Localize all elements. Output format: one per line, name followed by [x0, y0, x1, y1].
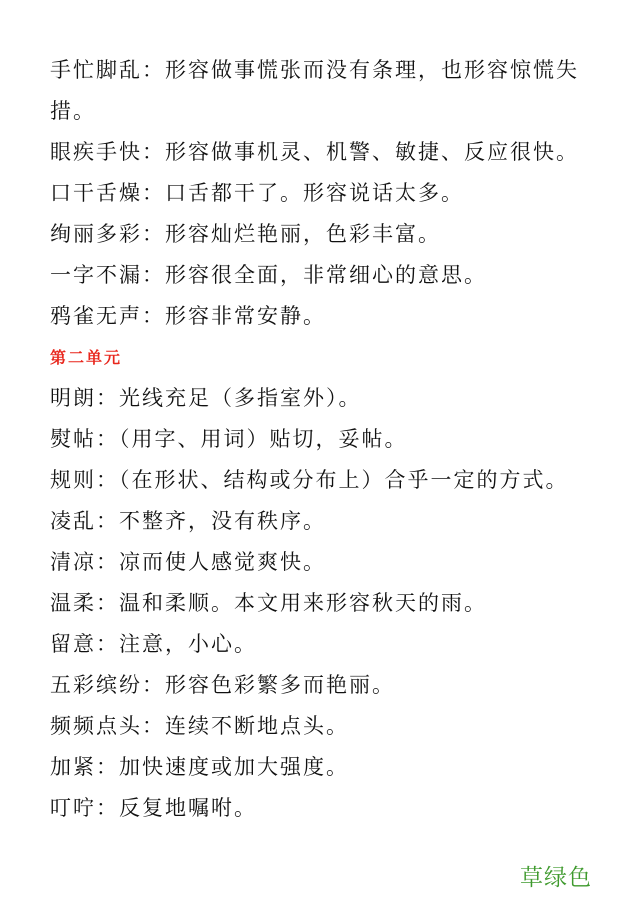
vocab-definition: 凉而使人感觉爽快。	[119, 550, 326, 574]
vocab-term: 叮咛 ：	[50, 796, 119, 820]
vocab-term: 口干舌燥 ：	[50, 181, 165, 205]
vocab-entry	[50, 132, 610, 173]
vocab-definition: 形容色彩繁多而艳丽。	[165, 673, 395, 697]
vocab-term: 清凉 ：	[50, 550, 119, 574]
vocab-term: 加紧 ：	[50, 755, 119, 779]
vocab-entry	[50, 419, 610, 460]
vocab-entry	[50, 378, 610, 419]
vocab-entry	[50, 747, 610, 788]
vocab-entry	[50, 788, 610, 829]
vocab-term: 五彩缤纷 ：	[50, 673, 165, 697]
vocab-definition: 连续不断地点头。	[165, 714, 349, 738]
vocab-term: 温柔 ：	[50, 591, 119, 615]
vocab-term: 鸦雀无声 ：	[50, 304, 165, 328]
vocab-definition: 不整齐，没有秩序。	[119, 509, 326, 533]
vocab-entry	[50, 706, 610, 747]
vocab-entry	[50, 214, 610, 255]
vocab-term: 一字不漏 ：	[50, 263, 165, 287]
vocab-entry	[50, 501, 610, 542]
vocab-entry	[50, 173, 610, 214]
vocab-definition: 形容做事机灵、机警、敏捷、反应很快。	[165, 140, 579, 164]
vocab-definition: 加快速度或加大强度。	[119, 755, 349, 779]
vocab-definition: 温和柔顺。本文用来形容秋天的雨。	[119, 591, 487, 615]
vocab-term: 手忙脚乱 ：	[50, 58, 165, 82]
vocab-entry	[50, 624, 610, 665]
vocab-definition: （在形状、结构或分布上）合乎一定的方式。	[119, 468, 569, 492]
vocab-definition: 形容灿烂艳丽，色彩丰富。	[165, 222, 441, 246]
vocabulary-list	[50, 50, 610, 829]
vocab-definition: 形容做事慌张而没有条理，也形容惊慌失措。	[50, 58, 579, 123]
section-heading: 第二单元	[50, 348, 123, 367]
vocab-definition: 形容很全面，非常细心的意思。	[165, 263, 487, 287]
vocab-term: 明朗 ：	[50, 386, 119, 410]
watermark-text: 草绿色	[520, 865, 592, 891]
vocab-definition: 光线充足（多指室外）。	[119, 386, 362, 410]
vocab-definition: 口舌都干了。形容说话太多。	[165, 181, 464, 205]
vocab-definition: 反复地嘱咐。	[119, 796, 257, 820]
vocab-definition: （用字、用词）贴切，妥帖。	[119, 427, 408, 451]
vocab-term: 绚丽多彩 ：	[50, 222, 165, 246]
vocab-term: 凌乱 ：	[50, 509, 119, 533]
vocab-entry	[50, 665, 610, 706]
vocab-term: 眼疾手快 ：	[50, 140, 165, 164]
vocab-definition: 注意，小心。	[119, 632, 257, 656]
vocab-term: 规则 ：	[50, 468, 119, 492]
vocab-entry	[50, 296, 610, 337]
vocab-entry	[50, 460, 610, 501]
vocab-entry	[50, 542, 610, 583]
vocab-entry	[50, 255, 610, 296]
vocab-term: 熨帖 ：	[50, 427, 119, 451]
vocab-term: 频频点头 ：	[50, 714, 165, 738]
vocab-term: 留意 ：	[50, 632, 119, 656]
vocab-entry	[50, 50, 610, 132]
vocab-definition: 形容非常安静。	[165, 304, 326, 328]
vocab-entry	[50, 583, 610, 624]
